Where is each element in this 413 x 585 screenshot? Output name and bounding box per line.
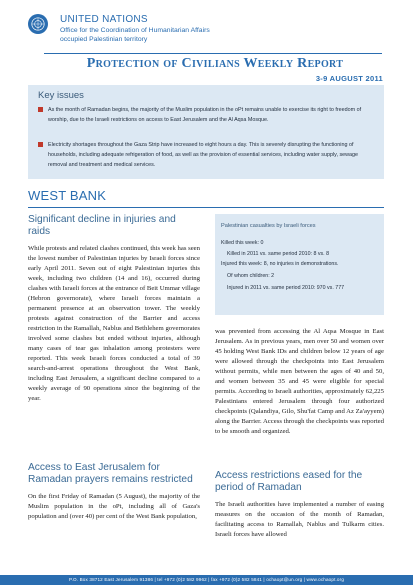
org-office: Office for the Coordination of Humanitarian Affairs [60,27,210,34]
injured-2011: Injured in 2011 vs. same period 2010: 970 vs. 777 [227,285,345,291]
left-column [28,214,200,404]
section-title: Significant decline in injuries and raids [28,214,176,237]
bullet-square-icon [38,107,43,112]
right-column-section-3 [215,470,384,540]
key-issue-text: As the month of Ramadan begins, the majority of the Muslim population in the oPt remains unable to exercise its right to freedom of worship, due to the Israeli restrictions on access to East Jerusalem and the Al Aqsa Mosque. [48,107,362,123]
section-paragraph: The Israeli authorities have implemented a number of easing measures on the occasion of the month of Ramadan, facilitating access to Ramallah, Nablus and Tulkarm cities. Israeli forces have allowed [215,501,384,538]
org-block [60,14,210,44]
west-bank-heading: WEST BANK [28,188,107,203]
report-title: Protection of Civilians Weekly Report [86,56,344,71]
key-issue-item [38,140,378,170]
killed-this-week: Killed this week: 0 [221,240,264,246]
casualties-title: Palestinian casualties by Israeli forces [221,223,316,229]
right-column [215,327,384,437]
contact-footer: P.O. Box 38712 East Jerusalem 91386 | tel +972 (0)2 582 9962 | fax +972 (0)2 582 5841 | ochaopt@un.org | www.ochaopt.org [0,575,413,585]
west-bank-divider [28,207,384,208]
section-title: Access to East Jerusalem for Ramadan prayers remains restricted [28,462,193,485]
key-issue-item [38,105,378,125]
injured-children: Of whom children: 2 [227,273,275,279]
bullet-square-icon [38,142,43,147]
title-divider [44,53,382,54]
casualties-box [215,214,384,315]
section-title: Access restrictions eased for the period of Ramadan [215,470,363,493]
section-paragraph: While protests and related clashes continued, this week has seen the lowest number of Palestinian injuries by Israeli forces since early April 2011. Seven out of eight Palestinian injuries this week, including two children (14 and 16), occurred during clashes with Israeli forces at the entrance of Beit Ummar village (Hebron governorate), where Israeli forces maintain a permanent presence at an observation tower. The weekly protests against construction of the Barrier and access restriction in the Ramallah, Nablus and Bethlehem governorates involved some clashes but ended without injuries, although many cases of tear gas inhalation among protesters were reported. This week Israeli forces conducted a total of 39 search-and-arrest operations throughout the West Bank, including East Jerusalem, a significant decline compared to a weekly average of 90 operations since the beginning of the year. [28,245,200,402]
un-emblem-icon [28,14,48,34]
section-paragraph: On the first Friday of Ramadan (5 August), the majority of the Muslim population in the oPt, including all of Gaza's population and (over 40) per cent of the West Bank population, [28,493,200,520]
key-issues-box [28,85,384,179]
key-issues-title: Key issues [38,90,84,101]
left-column-section-2 [28,462,200,522]
org-name: UNITED NATIONS [60,14,148,25]
section-paragraph: was prevented from accessing the Al Aqsa Mosque in East Jerusalem. As in previous years, men over 50 and women over 45 holding West Bank IDs and children below 12 years of age were allowed through the checkpoints into East Jerusalem without permits, while men between the ages of 40 and 50, and women between 35 and 45 were eligible for special permits. According to Israeli authorities, approximately 62,225 Palestinians entered Jerusalem through four authorized checkpoints (Qalandiya, Gilo, Shu'fat Camp and Az Za'ayyem) along the Barrier. Access through the checkpoints was reported to be smooth and organized. [215,328,384,435]
report-header [0,0,413,56]
killed-2011: Killed in 2011 vs. same period 2010: 8 vs. 8 [227,251,330,257]
org-location: occupied Palestinian territory [60,36,148,43]
injured-this-week: Injured this week: 8, no injuries in demonstrations. [221,261,339,267]
key-issue-text: Electricity shortages throughout the Gaza Strip have increased to eight hours a day. This is severely disrupting the functioning of households, including adequate refrigeration of food, as well as the provision of essential services, including water supply, sewage removal and treatment and medical services. [48,142,359,168]
report-date: 3-9 AUGUST 2011 [315,74,383,83]
